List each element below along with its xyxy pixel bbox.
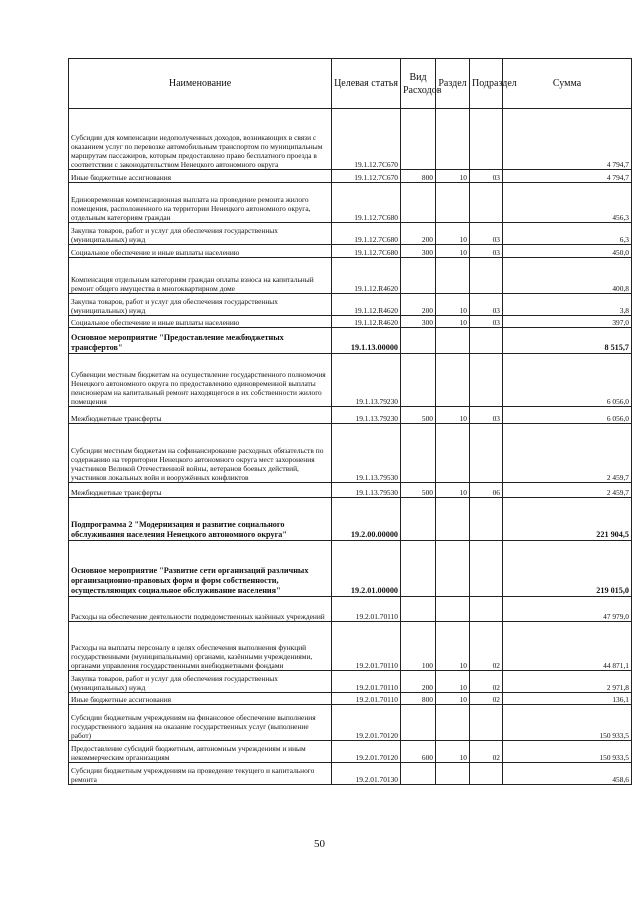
- cell-section: 10: [436, 483, 470, 498]
- table-row: [69, 407, 632, 424]
- cell-target-article: 19.2.01.70110: [332, 622, 401, 671]
- cell-expense-type: [401, 258, 436, 294]
- cell-section: 10: [436, 622, 470, 671]
- cell-expense-type: 500: [401, 483, 436, 498]
- cell-expense-type: [401, 424, 436, 483]
- cell-section: 10: [436, 741, 470, 763]
- cell-expense-type: [401, 705, 436, 741]
- cell-sum: 458,6: [503, 763, 632, 785]
- cell-sum: 44 871,1: [503, 622, 632, 671]
- cell-target-article: 19.1.12.7С680: [332, 245, 401, 258]
- cell-sum: 8 515,7: [503, 328, 632, 354]
- cell-subsection: 03: [470, 245, 503, 258]
- cell-name: Компенсация отдельным категориям граждан оплаты взноса на капитальный ремонт общего имущества в многоквартирном доме: [69, 258, 332, 294]
- cell-sum: 456,3: [503, 183, 632, 223]
- cell-section: [436, 541, 470, 597]
- cell-expense-type: 200: [401, 223, 436, 245]
- cell-name: Иные бюджетные ассигнования: [69, 170, 332, 183]
- cell-subsection: 02: [470, 741, 503, 763]
- cell-expense-type: 200: [401, 671, 436, 693]
- table-row: [69, 328, 632, 354]
- cell-section: 10: [436, 170, 470, 183]
- cell-expense-type: 100: [401, 622, 436, 671]
- table-row: [69, 183, 632, 223]
- table-row: [69, 763, 632, 785]
- cell-expense-type: [401, 597, 436, 622]
- cell-subsection: 03: [470, 170, 503, 183]
- cell-subsection: 02: [470, 671, 503, 693]
- cell-name: Основное мероприятие "Развитие сети организаций различных организационно-правовых форм и форм собственности, осуществляющих социальное обслуживание населения": [69, 541, 332, 597]
- cell-name: Межбюджетные трансферты: [69, 483, 332, 498]
- table-row: [69, 693, 632, 705]
- cell-name: Закупка товаров, работ и услуг для обеспечения государственных (муниципальных) нужд: [69, 223, 332, 245]
- cell-section: 10: [436, 693, 470, 705]
- cell-target-article: 19.2.01.70120: [332, 741, 401, 763]
- cell-name: Межбюджетные трансферты: [69, 407, 332, 424]
- cell-target-article: 19.1.12.R4620: [332, 258, 401, 294]
- cell-section: 10: [436, 223, 470, 245]
- table-row: [69, 541, 632, 597]
- table-row: [69, 109, 632, 170]
- cell-expense-type: [401, 109, 436, 170]
- cell-section: [436, 354, 470, 407]
- budget-table: [68, 58, 632, 785]
- cell-sum: 397,0: [503, 316, 632, 328]
- page-number: 50: [314, 838, 325, 850]
- cell-subsection: 03: [470, 407, 503, 424]
- cell-subsection: [470, 183, 503, 223]
- cell-section: 10: [436, 316, 470, 328]
- cell-sum: 400,8: [503, 258, 632, 294]
- cell-sum: 450,0: [503, 245, 632, 258]
- table-row: [69, 354, 632, 407]
- table-row: [69, 258, 632, 294]
- cell-name: Субвенции местным бюджетам на осуществление государственного полномочия Ненецкого автономного округа по предоставлению единовременной выплаты пенсионерам на капитальный ремонт находящегося в их собственности жилого помещения: [69, 354, 332, 407]
- table-row: [69, 316, 632, 328]
- header-name: Наименование: [69, 59, 332, 109]
- table-body: [69, 109, 632, 785]
- table-row: [69, 245, 632, 258]
- cell-name: Субсидии бюджетным учреждениям на проведение текущего и капитального ремонта: [69, 763, 332, 785]
- cell-name: Субсидии бюджетным учреждениям на финансовое обеспечение выполнения государственного задания на оказание государственных услуг (выполнение работ): [69, 705, 332, 741]
- cell-target-article: 19.1.13.79230: [332, 407, 401, 424]
- cell-target-article: 19.2.01.70120: [332, 705, 401, 741]
- cell-subsection: [470, 541, 503, 597]
- cell-sum: 47 979,0: [503, 597, 632, 622]
- cell-subsection: 02: [470, 693, 503, 705]
- table-row: [69, 741, 632, 763]
- cell-sum: 4 794,7: [503, 109, 632, 170]
- cell-name: Подпрограмма 2 "Модернизация и развитие социального обслуживания населения Ненецкого автономного округа": [69, 498, 332, 541]
- header-expense-type: Вид Расходов: [401, 59, 436, 109]
- cell-section: [436, 183, 470, 223]
- cell-section: [436, 763, 470, 785]
- cell-sum: 3,8: [503, 294, 632, 316]
- cell-expense-type: [401, 498, 436, 541]
- cell-target-article: 19.1.12.7С680: [332, 183, 401, 223]
- cell-expense-type: [401, 541, 436, 597]
- cell-subsection: [470, 328, 503, 354]
- cell-section: [436, 424, 470, 483]
- cell-sum: 6,3: [503, 223, 632, 245]
- cell-name: Закупка товаров, работ и услуг для обеспечения государственных (муниципальных) нужд: [69, 671, 332, 693]
- header-section: Раздел: [436, 59, 470, 109]
- table-row: [69, 170, 632, 183]
- cell-section: [436, 498, 470, 541]
- cell-expense-type: 300: [401, 316, 436, 328]
- cell-name: Иные бюджетные ассигнования: [69, 693, 332, 705]
- cell-target-article: 19.1.12.7С670: [332, 109, 401, 170]
- cell-name: Субсидии для компенсации недополученных доходов, возникающих в связи с оказанием услуг по перевозке автомобильным транспортом по муниципальным маршрутам пассажиров, которым предоставлено право бесплатного проезда в соответствии с законодательством Ненецкого автономного округа: [69, 109, 332, 170]
- cell-name: Расходы на выплаты персоналу в целях обеспечения выполнения функций государственными (муниципальными) органами, казёнными учреждениями, органами управления государственными внебюджетными фондами: [69, 622, 332, 671]
- cell-target-article: 19.1.12.7С680: [332, 223, 401, 245]
- cell-section: [436, 705, 470, 741]
- cell-sum: 2 971,8: [503, 671, 632, 693]
- cell-subsection: [470, 763, 503, 785]
- cell-section: [436, 597, 470, 622]
- cell-target-article: 19.2.01.70110: [332, 597, 401, 622]
- cell-expense-type: [401, 354, 436, 407]
- header-subsection: Подраздел: [470, 59, 503, 109]
- cell-subsection: 03: [470, 316, 503, 328]
- cell-name: Закупка товаров, работ и услуг для обеспечения государственных (муниципальных) нужд: [69, 294, 332, 316]
- cell-expense-type: 800: [401, 170, 436, 183]
- table-row: [69, 597, 632, 622]
- cell-target-article: 19.1.12.R4620: [332, 316, 401, 328]
- table-row: [69, 294, 632, 316]
- header-sum: Сумма: [503, 59, 632, 109]
- cell-subsection: [470, 354, 503, 407]
- cell-name: Расходы на обеспечение деятельности подведомственных казённых учреждений: [69, 597, 332, 622]
- cell-name: Социальное обеспечение и иные выплаты населению: [69, 316, 332, 328]
- cell-section: 10: [436, 245, 470, 258]
- cell-name: Социальное обеспечение и иные выплаты населению: [69, 245, 332, 258]
- cell-expense-type: [401, 763, 436, 785]
- cell-name: Единовременная компенсационная выплата на проведение ремонта жилого помещения, расположенного на территории Ненецкого автономного округа, отдельным категориям граждан: [69, 183, 332, 223]
- table-row: [69, 498, 632, 541]
- table-row: [69, 705, 632, 741]
- cell-target-article: 19.1.13.79530: [332, 483, 401, 498]
- cell-sum: 6 056,0: [503, 407, 632, 424]
- cell-expense-type: 200: [401, 294, 436, 316]
- cell-subsection: [470, 109, 503, 170]
- table-row: [69, 483, 632, 498]
- table-header-row: [69, 59, 632, 109]
- cell-target-article: 19.1.13.79530: [332, 424, 401, 483]
- table-row: [69, 622, 632, 671]
- cell-subsection: [470, 424, 503, 483]
- cell-expense-type: [401, 328, 436, 354]
- cell-target-article: 19.1.12.R4620: [332, 294, 401, 316]
- cell-expense-type: [401, 183, 436, 223]
- cell-subsection: 03: [470, 223, 503, 245]
- table-row: [69, 671, 632, 693]
- cell-sum: 136,1: [503, 693, 632, 705]
- cell-expense-type: 500: [401, 407, 436, 424]
- cell-subsection: [470, 705, 503, 741]
- cell-sum: 150 933,5: [503, 741, 632, 763]
- cell-name: Субсидии местным бюджетам на софинансирование расходных обязательств по содержанию на территории Ненецкого автономного округа мест захоронения участников Великой Отечественной войны, ветеранов боевых действий, участников локальных войн и вооружённых конфликтов: [69, 424, 332, 483]
- cell-section: [436, 328, 470, 354]
- cell-target-article: 19.2.01.70110: [332, 671, 401, 693]
- cell-expense-type: 800: [401, 693, 436, 705]
- cell-subsection: 02: [470, 622, 503, 671]
- cell-subsection: 06: [470, 483, 503, 498]
- cell-sum: 6 056,0: [503, 354, 632, 407]
- cell-section: [436, 258, 470, 294]
- cell-section: 10: [436, 294, 470, 316]
- cell-target-article: 19.2.01.70130: [332, 763, 401, 785]
- cell-section: 10: [436, 407, 470, 424]
- cell-sum: 221 904,5: [503, 498, 632, 541]
- cell-target-article: 19.2.00.00000: [332, 498, 401, 541]
- cell-section: 10: [436, 671, 470, 693]
- cell-target-article: 19.2.01.00000: [332, 541, 401, 597]
- table-row: [69, 424, 632, 483]
- cell-name: Основное мероприятие "Предоставление межбюджетных трансфертов": [69, 328, 332, 354]
- cell-target-article: 19.2.01.70110: [332, 693, 401, 705]
- cell-section: [436, 109, 470, 170]
- cell-sum: 219 015,0: [503, 541, 632, 597]
- cell-target-article: 19.1.12.7С670: [332, 170, 401, 183]
- cell-expense-type: 300: [401, 245, 436, 258]
- cell-subsection: [470, 258, 503, 294]
- cell-subsection: [470, 498, 503, 541]
- header-target-article: Целевая статья: [332, 59, 401, 109]
- cell-name: Предоставление субсидий бюджетным, автономным учреждениям и иным некоммерческим организациям: [69, 741, 332, 763]
- cell-sum: 4 794,7: [503, 170, 632, 183]
- cell-sum: 2 459,7: [503, 483, 632, 498]
- cell-sum: 2 459,7: [503, 424, 632, 483]
- cell-target-article: 19.1.13.00000: [332, 328, 401, 354]
- cell-expense-type: 600: [401, 741, 436, 763]
- table-row: [69, 223, 632, 245]
- cell-subsection: [470, 597, 503, 622]
- cell-target-article: 19.1.13.79230: [332, 354, 401, 407]
- cell-sum: 150 933,5: [503, 705, 632, 741]
- cell-subsection: 03: [470, 294, 503, 316]
